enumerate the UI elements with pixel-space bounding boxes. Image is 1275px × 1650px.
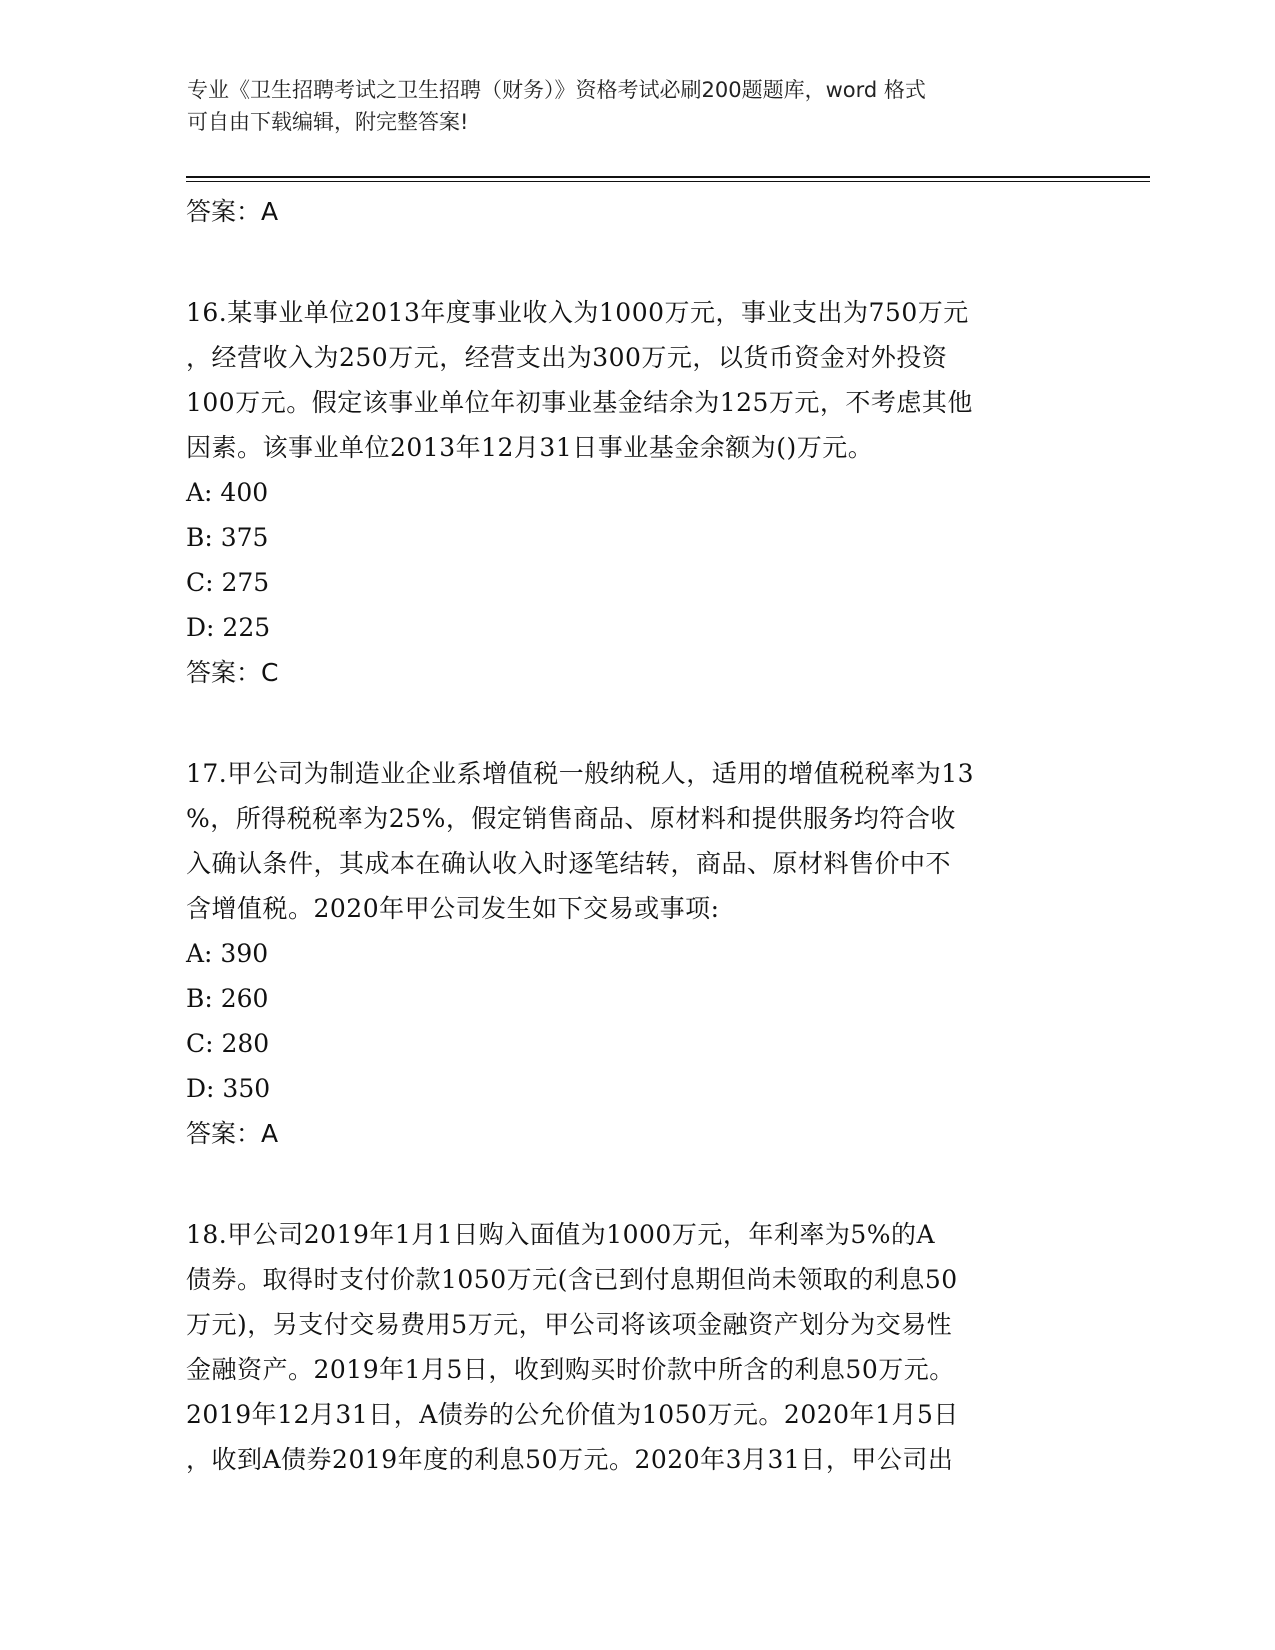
header-line-2: 可自由下载编辑，附完整答案!: [187, 110, 469, 134]
stem-line: 含增值税。2020年甲公司发生如下交易或事项:: [186, 894, 720, 923]
answer-q15: 答案：A: [186, 197, 279, 226]
question-18-stem: [186, 1212, 1086, 1482]
stem-line: ，经营收入为250万元，经营支出为300万元，以货币资金对外投资: [186, 343, 948, 372]
stem-line: %，所得税税率为25%，假定销售商品、原材料和提供服务均符合收: [186, 804, 956, 833]
header-line-1: 专业《卫生招聘考试之卫生招聘（财务）》资格考试必刷200题题库，word 格式: [187, 78, 926, 102]
stem-line: 入确认条件，其成本在确认收入时逐笔结转，商品、原材料售价中不: [186, 849, 952, 878]
stem-line: 18.甲公司2019年1月1日购入面值为1000万元，年利率为5%的A: [186, 1220, 936, 1249]
option-d: D: 225: [186, 613, 271, 642]
stem-line: ，收到A债券2019年度的利息50万元。2020年3月31日，甲公司出: [186, 1445, 954, 1474]
option-a: A: 390: [186, 939, 269, 968]
option-c: C: 280: [186, 1029, 270, 1058]
question-16: [186, 290, 1086, 695]
question-18: [186, 1212, 1086, 1482]
option-b: B: 260: [186, 984, 269, 1013]
question-17: [186, 751, 1086, 1156]
header-rule: [186, 176, 1150, 178]
header-rule-thin: [186, 181, 1150, 182]
option-c: C: 275: [186, 568, 270, 597]
stem-line: 因素。该事业单位2013年12月31日事业基金余额为()万元。: [186, 433, 874, 462]
stem-line: 17.甲公司为制造业企业系增值税一般纳税人，适用的增值税税率为13: [186, 759, 975, 788]
option-d: D: 350: [186, 1074, 271, 1103]
option-b: B: 375: [186, 523, 269, 552]
stem-line: 2019年12月31日，A债券的公允价值为1050万元。2020年1月5日: [186, 1400, 959, 1429]
answer-q16: 答案：C: [186, 658, 279, 687]
answer-q17: 答案：A: [186, 1119, 279, 1148]
document-header: [187, 74, 1087, 138]
question-content: [186, 189, 1086, 1482]
stem-line: 金融资产。2019年1月5日，收到购买时价款中所含的利息50万元。: [186, 1355, 955, 1384]
stem-line: 债券。取得时支付价款1050万元(含已到付息期但尚未领取的利息50: [186, 1265, 958, 1294]
stem-line: 16.某事业单位2013年度事业收入为1000万元，事业支出为750万元: [186, 298, 969, 327]
question-17-stem: [186, 751, 1086, 931]
option-a: A: 400: [186, 478, 269, 507]
stem-line: 100万元。假定该事业单位年初事业基金结余为125万元，不考虑其他: [186, 388, 973, 417]
question-16-stem: [186, 290, 1086, 470]
stem-line: 万元)，另支付交易费用5万元，甲公司将该项金融资产划分为交易性: [186, 1310, 953, 1339]
